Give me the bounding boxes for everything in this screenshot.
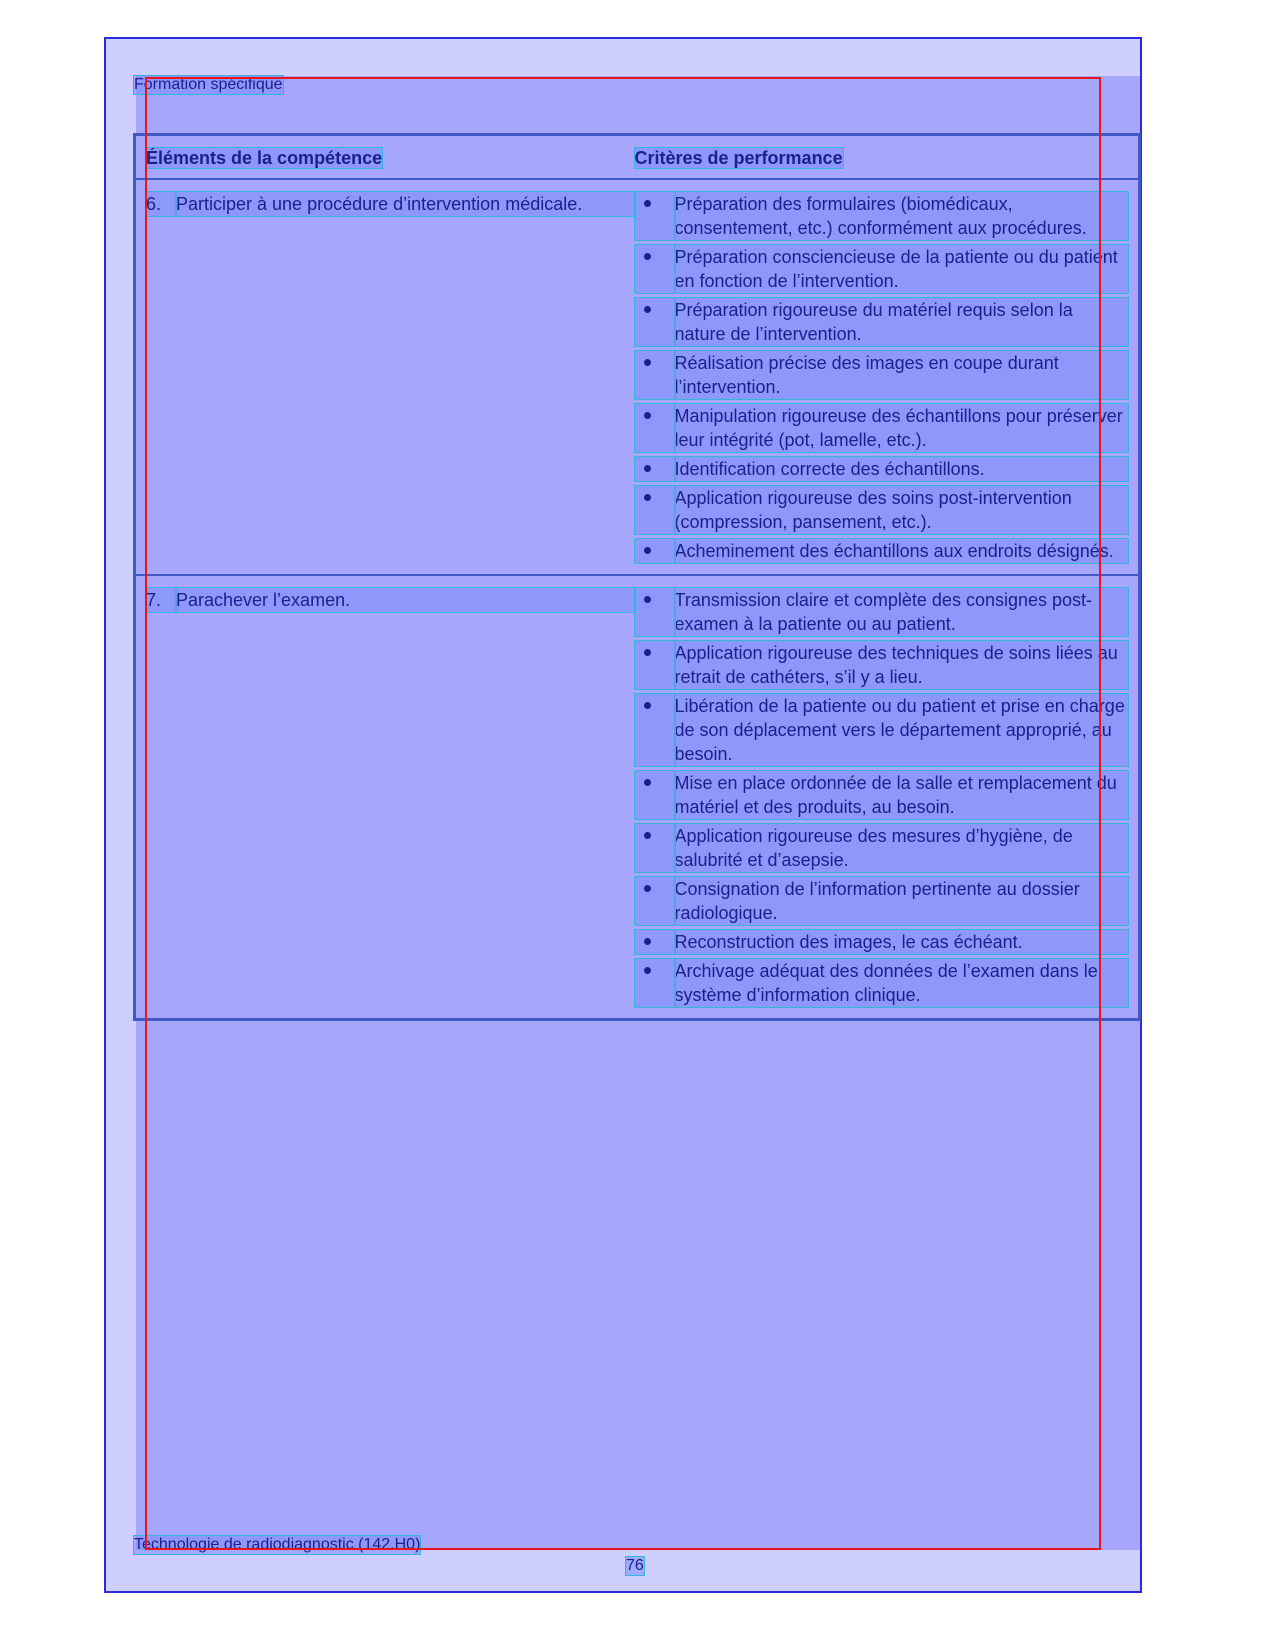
criterion-text: Transmission claire et complète des consignes post-examen à la patiente ou au patient. — [675, 588, 1129, 636]
element-cell — [135, 575, 635, 1020]
element-number: 7. — [146, 588, 176, 612]
competence-element — [146, 576, 635, 612]
list-item — [635, 588, 1129, 636]
criterion-text: Manipulation rigoureuse des échantillons pour préserver leur intégrité (pot, lamelle, etc.). — [675, 404, 1129, 452]
bullet-icon — [635, 298, 675, 346]
competence-table — [133, 133, 1141, 1021]
element-number: 6. — [146, 192, 176, 216]
bullet-icon — [635, 486, 675, 534]
table-header-row — [135, 135, 1140, 179]
bullet-icon — [635, 641, 675, 689]
competence-element — [146, 180, 635, 216]
header-criteria — [635, 135, 1140, 179]
section-header: Formation spécifique — [134, 76, 283, 93]
bullet-icon — [635, 771, 675, 819]
bullet-icon — [635, 351, 675, 399]
criterion-text: Préparation des formulaires (biomédicaux, consentement, etc.) conformément aux procédures. — [675, 192, 1129, 240]
header-elements — [135, 135, 635, 179]
list-item — [635, 298, 1129, 346]
criterion-text: Acheminement des échantillons aux endroits désignés. — [675, 539, 1129, 563]
bullet-icon — [635, 824, 675, 872]
list-item — [635, 771, 1129, 819]
header-elements-label: Éléments de la compétence — [146, 148, 383, 168]
criterion-text: Consignation de l’information pertinente au dossier radiologique. — [675, 877, 1129, 925]
bullet-icon — [635, 959, 675, 1007]
bullet-icon — [635, 457, 675, 481]
list-item — [635, 486, 1129, 534]
criterion-text: Mise en place ordonnée de la salle et remplacement du matériel et des produits, au besoin. — [675, 771, 1129, 819]
element-cell — [135, 179, 635, 575]
list-item — [635, 404, 1129, 452]
list-item — [635, 877, 1129, 925]
criterion-text: Libération de la patiente ou du patient et prise en charge de son déplacement vers le département approprié, au besoin. — [675, 694, 1129, 766]
list-item — [635, 245, 1129, 293]
bullet-icon — [635, 930, 675, 954]
page-number: 76 — [626, 1557, 644, 1574]
criterion-text: Application rigoureuse des techniques de soins liées au retrait de cathéters, s’il y a lieu. — [675, 641, 1129, 689]
list-item — [635, 930, 1129, 954]
table-row — [135, 179, 1140, 575]
list-item — [635, 457, 1129, 481]
list-item — [635, 824, 1129, 872]
list-item — [635, 641, 1129, 689]
list-item — [635, 539, 1129, 563]
bullet-icon — [635, 404, 675, 452]
criteria-cell — [635, 575, 1140, 1020]
bullet-icon — [635, 877, 675, 925]
list-item — [635, 351, 1129, 399]
element-text: Participer à une procédure d’intervention médicale. — [176, 192, 635, 216]
footer-program: Technologie de radiodiagnostic (142.H0) — [134, 1536, 421, 1553]
list-item — [635, 192, 1129, 240]
criterion-text: Application rigoureuse des soins post-intervention (compression, pansement, etc.). — [675, 486, 1129, 534]
bullet-icon — [635, 539, 675, 563]
bullet-icon — [635, 192, 675, 240]
table-row — [135, 575, 1140, 1020]
list-item — [635, 959, 1129, 1007]
criterion-text: Identification correcte des échantillons. — [675, 457, 1129, 481]
list-item — [635, 694, 1129, 766]
bullet-icon — [635, 588, 675, 636]
criterion-text: Réalisation précise des images en coupe durant l’intervention. — [675, 351, 1129, 399]
criteria-cell — [635, 179, 1140, 575]
header-criteria-label: Critères de performance — [634, 148, 843, 168]
criterion-text: Reconstruction des images, le cas échéant. — [675, 930, 1129, 954]
criteria-list — [635, 576, 1139, 1018]
criterion-text: Application rigoureuse des mesures d’hygiène, de salubrité et d’asepsie. — [675, 824, 1129, 872]
criterion-text: Archivage adéquat des données de l’examen dans le système d’information clinique. — [675, 959, 1129, 1007]
bullet-icon — [635, 694, 675, 766]
criteria-list — [635, 180, 1139, 574]
element-text: Parachever l’examen. — [176, 588, 635, 612]
bullet-icon — [635, 245, 675, 293]
criterion-text: Préparation consciencieuse de la patiente ou du patient en fonction de l’intervention. — [675, 245, 1129, 293]
criterion-text: Préparation rigoureuse du matériel requis selon la nature de l’intervention. — [675, 298, 1129, 346]
